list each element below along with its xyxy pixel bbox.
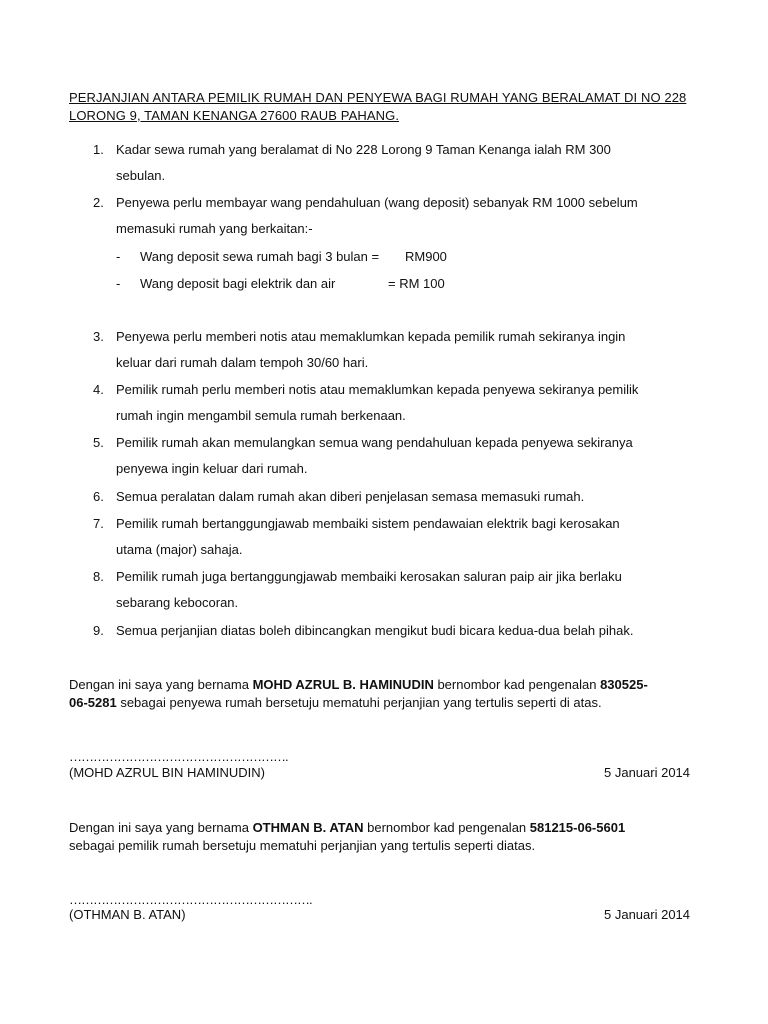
list-number: 7. bbox=[93, 516, 104, 531]
list-text-line: sebulan. bbox=[116, 168, 166, 183]
agreement-title bbox=[69, 89, 709, 125]
tenant-ic-number: 830525- bbox=[600, 677, 648, 692]
list-text-line: Pemilik rumah akan memulangkan semua wang pendahuluan kepada penyewa sekiranya bbox=[116, 435, 633, 450]
title-line-2: LORONG 9, TAMAN KENANGA 27600 RAUB PAHANG. bbox=[69, 108, 400, 123]
owner-date: 5 Januari 2014 bbox=[604, 907, 691, 922]
owner-signature-line: ……………………………………………………. bbox=[69, 892, 312, 907]
list-number: 9. bbox=[93, 623, 104, 638]
owner-signature-name: (OTHMAN B. ATAN) bbox=[69, 907, 186, 922]
list-text-line: sebarang kebocoran. bbox=[116, 595, 239, 610]
list-number: 8. bbox=[93, 569, 104, 584]
list-text-line: Semua perjanjian diatas boleh dibincangkan mengikut budi bicara kedua-dua belah pihak. bbox=[116, 623, 634, 638]
declaration-text: Dengan ini saya yang bernama bbox=[69, 820, 253, 835]
list-number: 2. bbox=[93, 195, 104, 210]
tenant-declaration bbox=[69, 676, 709, 712]
list-text-line: Kadar sewa rumah yang beralamat di No 228 Lorong 9 Taman Kenanga ialah RM 300 bbox=[116, 142, 611, 157]
list-text-line: penyewa ingin keluar dari rumah. bbox=[116, 461, 308, 476]
list-text-line: keluar dari rumah dalam tempoh 30/60 hari. bbox=[116, 355, 369, 370]
list-text-line: utama (major) sahaja. bbox=[116, 542, 243, 557]
list-number: 3. bbox=[93, 329, 104, 344]
declaration-text: Dengan ini saya yang bernama bbox=[69, 677, 253, 692]
dash-bullet: - bbox=[116, 249, 121, 264]
list-text-line: rumah ingin mengambil semula rumah berkenaan. bbox=[116, 408, 406, 423]
tenant-name: MOHD AZRUL B. HAMINUDIN bbox=[252, 677, 434, 692]
list-text-line: Penyewa perlu memberi notis atau memaklumkan kepada pemilik rumah sekiranya ingin bbox=[116, 329, 626, 344]
tenant-ic-number: 06-5281 bbox=[69, 695, 117, 710]
dash-bullet: - bbox=[116, 276, 121, 291]
owner-name: OTHMAN B. ATAN bbox=[252, 820, 364, 835]
list-text-line: Semua peralatan dalam rumah akan diberi penjelasan semasa memasuki rumah. bbox=[116, 489, 585, 504]
list-text-line: Penyewa perlu membayar wang pendahuluan (wang deposit) sebanyak RM 1000 sebelum bbox=[116, 195, 638, 210]
declaration-text: bernombor kad pengenalan bbox=[433, 677, 601, 692]
tenant-signature-line: ………………………………………………. bbox=[69, 749, 288, 764]
deposit-value: = RM 100 bbox=[388, 276, 445, 291]
owner-ic-number: 581215-06-5601 bbox=[529, 820, 626, 835]
declaration-text: sebagai pemilik rumah bersetuju mematuhi perjanjian yang tertulis seperti diatas. bbox=[69, 838, 536, 853]
deposit-label: Wang deposit bagi elektrik dan air bbox=[140, 276, 336, 291]
declaration-text: bernombor kad pengenalan bbox=[363, 820, 530, 835]
tenant-date: 5 Januari 2014 bbox=[604, 765, 691, 780]
list-number: 5. bbox=[93, 435, 104, 450]
tenant-signature-name: (MOHD AZRUL BIN HAMINUDIN) bbox=[69, 765, 265, 780]
list-number: 1. bbox=[93, 142, 104, 157]
list-text-line: Pemilik rumah perlu memberi notis atau memaklumkan kepada penyewa sekiranya pemilik bbox=[116, 382, 639, 397]
list-number: 6. bbox=[93, 489, 104, 504]
list-text-line: Pemilik rumah juga bertanggungjawab membaiki kerosakan saluran paip air jika berlaku bbox=[116, 569, 622, 584]
list-text-line: Pemilik rumah bertanggungjawab membaiki sistem pendawaian elektrik bagi kerosakan bbox=[116, 516, 620, 531]
list-text-line: memasuki rumah yang berkaitan:- bbox=[116, 221, 313, 236]
list-number: 4. bbox=[93, 382, 104, 397]
declaration-text: sebagai penyewa rumah bersetuju mematuhi perjanjian yang tertulis seperti di atas. bbox=[116, 695, 602, 710]
title-line-1: PERJANJIAN ANTARA PEMILIK RUMAH DAN PENYEWA BAGI RUMAH YANG BERALAMAT DI NO 228 bbox=[69, 90, 687, 105]
owner-declaration bbox=[69, 819, 709, 855]
deposit-value: RM900 bbox=[405, 249, 447, 264]
deposit-label: Wang deposit sewa rumah bagi 3 bulan = bbox=[140, 249, 380, 264]
